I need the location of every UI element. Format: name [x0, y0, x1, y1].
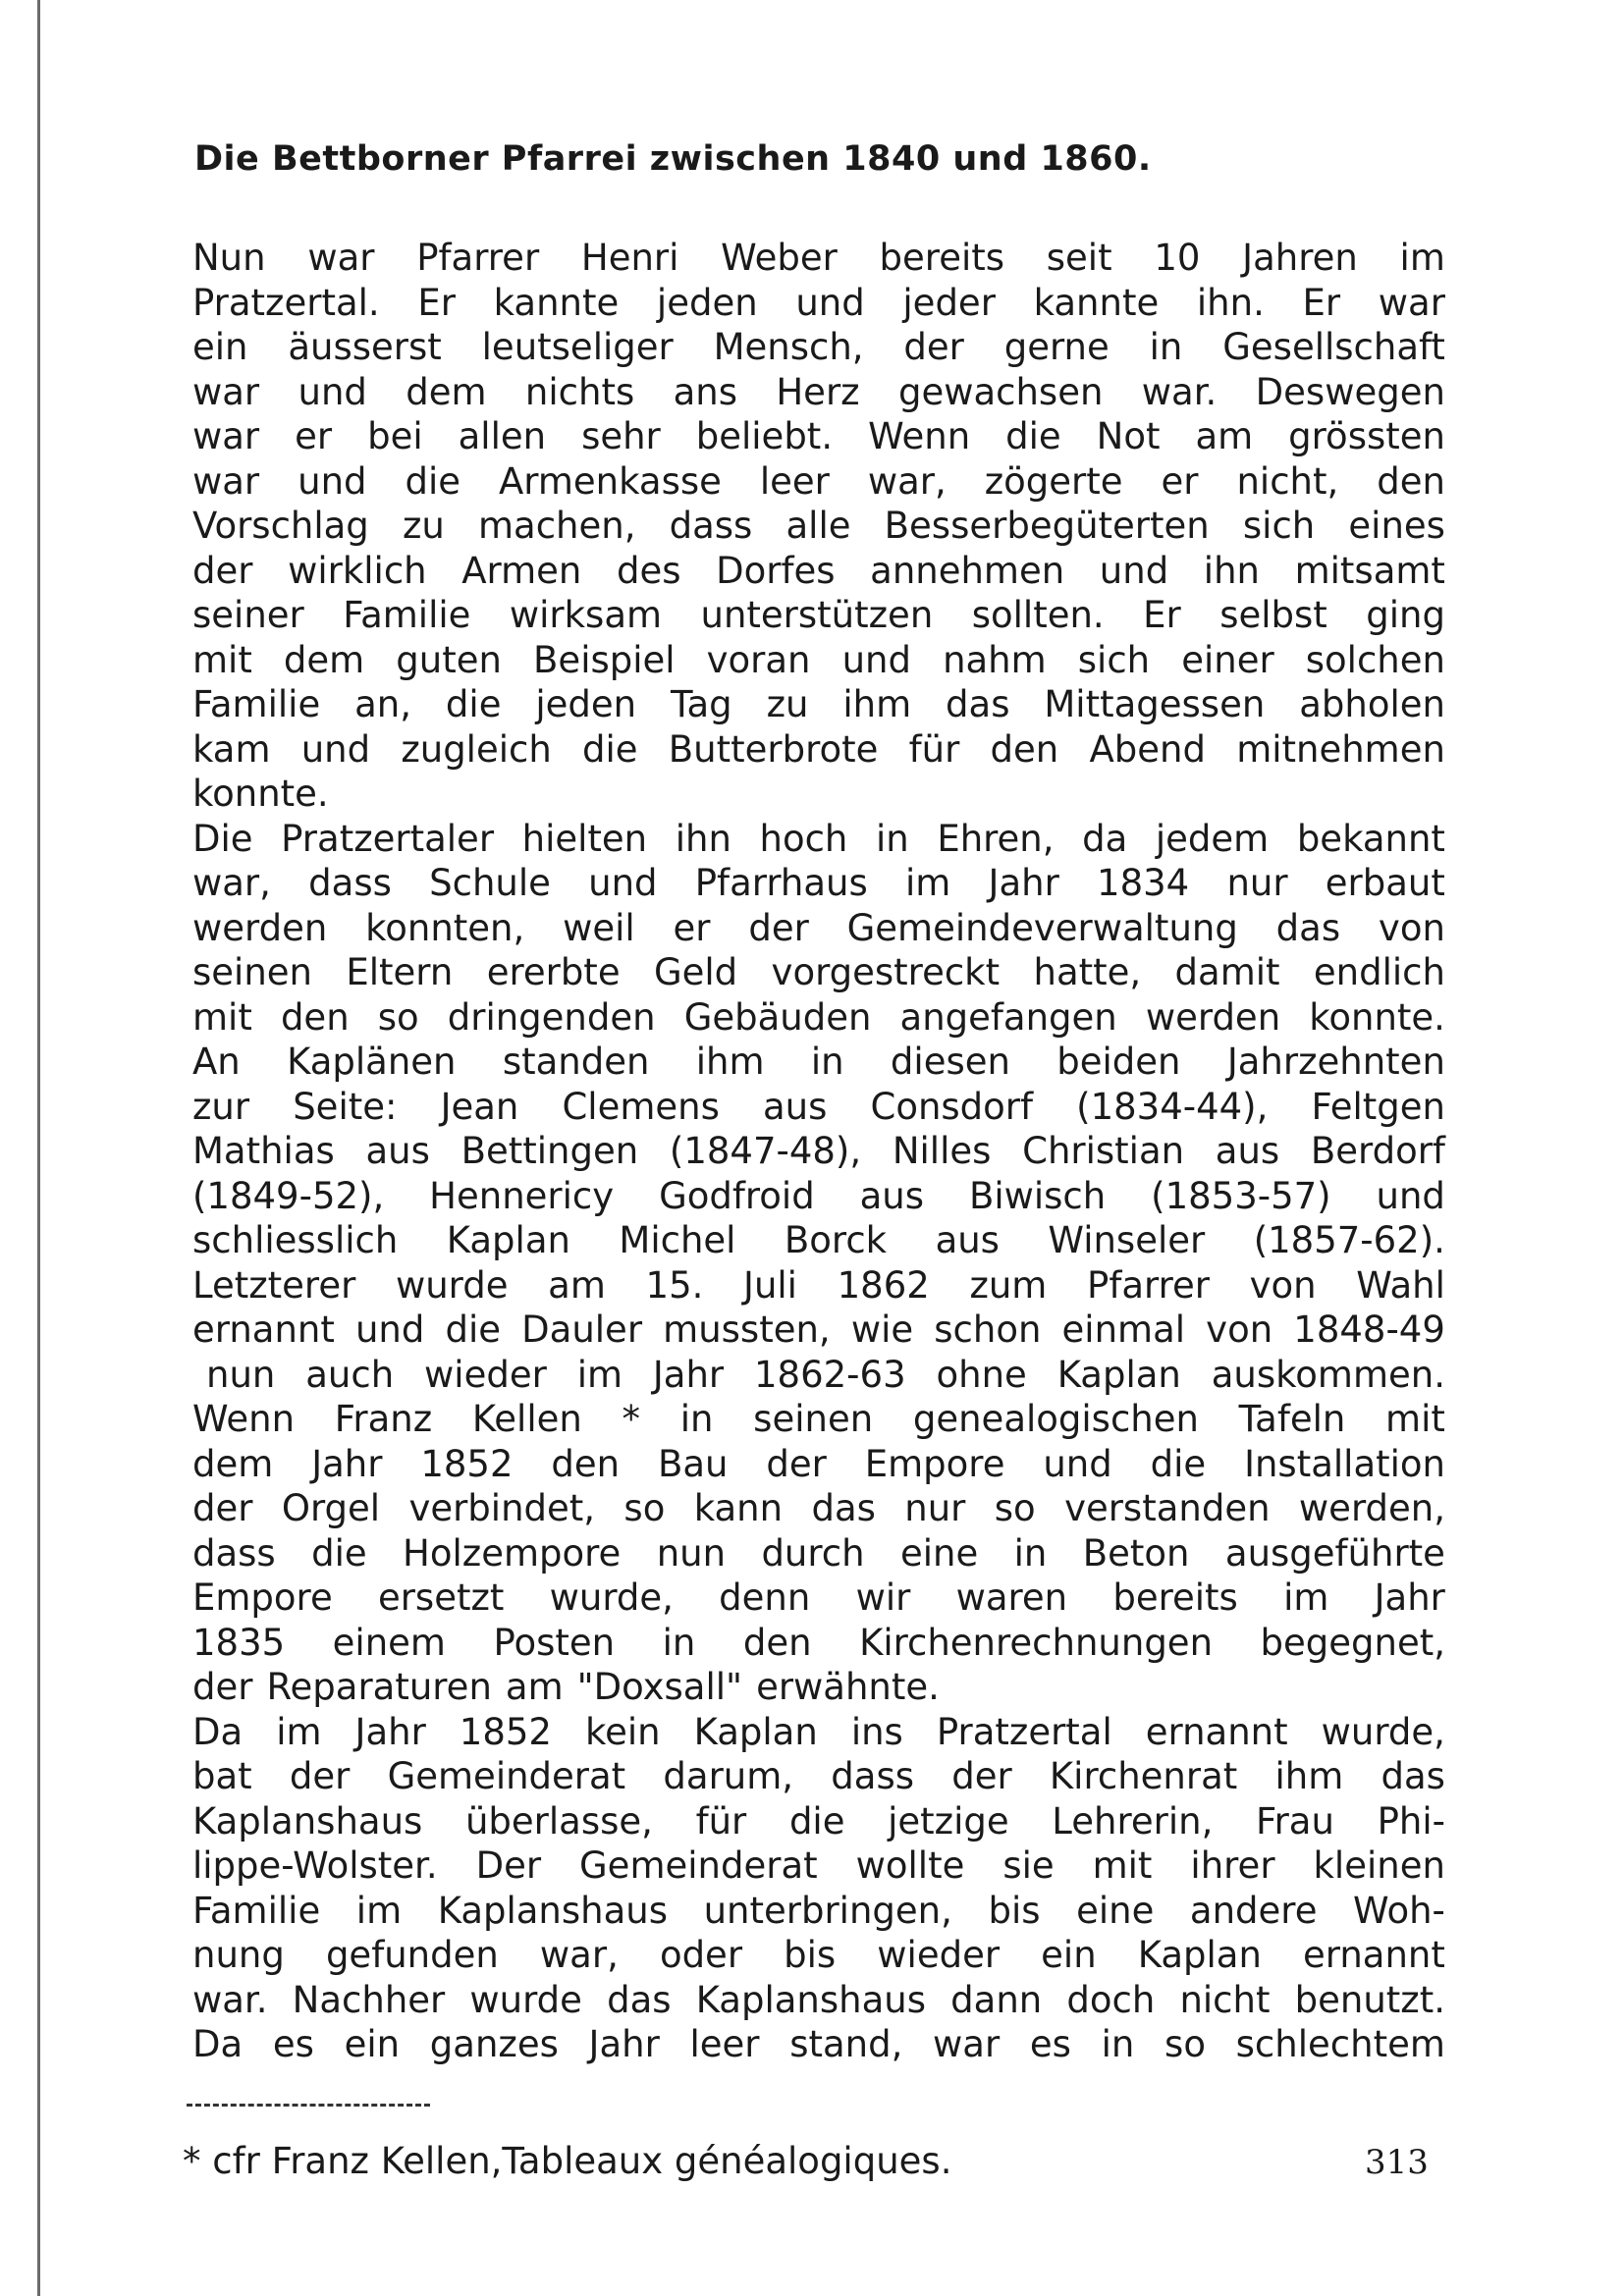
- text-line: werden konnten, weil er der Gemeindeverwaltung das von: [192, 906, 1445, 949]
- text-line: Familie an, die jeden Tag zu ihm das Mittagessen abholen: [192, 683, 1445, 725]
- text-line: Mathias aus Bettingen (1847-48), Nilles Christian aus Berdorf: [192, 1130, 1445, 1172]
- text-line: bat der Gemeinderat darum, dass der Kirchenrat ihm das: [192, 1755, 1445, 1797]
- text-line: Da im Jahr 1852 kein Kaplan ins Pratzertal ernannt wurde,: [192, 1710, 1445, 1753]
- text-line: Familie im Kaplanshaus unterbringen, bis eine andere Woh-: [192, 1889, 1445, 1932]
- text-line: dass die Holzempore nun durch eine in Beton ausgeführte: [192, 1531, 1445, 1575]
- text-line: war und dem nichts ans Herz gewachsen war. Deswegen: [192, 370, 1445, 413]
- text-line: konnte.: [192, 773, 329, 815]
- text-line: ein äusserst leutseliger Mensch, der gerne in Gesellschaft: [192, 326, 1445, 368]
- text-line: war, dass Schule und Pfarrhaus im Jahr 1834 nur erbaut: [192, 862, 1445, 904]
- text-line: Letzterer wurde am 15. Juli 1862 zum Pfarrer von Wahl: [192, 1263, 1445, 1307]
- text-line: zur Seite: Jean Clemens aus Consdorf (1834-44), Feltgen: [192, 1085, 1445, 1128]
- text-line: schliesslich Kaplan Michel Borck aus Winseler (1857-62).: [192, 1219, 1445, 1261]
- text-line: Wenn Franz Kellen * in seinen genealogischen Tafeln mit: [192, 1398, 1445, 1440]
- text-line: der Reparaturen am "Doxsall" erwähnte.: [192, 1666, 940, 1708]
- page-title: Die Bettborner Pfarrei zwischen 1840 und 1860.: [194, 139, 1152, 179]
- text-line: der wirklich Armen des Dorfes annehmen und ihn mitsamt: [192, 549, 1445, 592]
- body-text: [192, 236, 1445, 2067]
- text-line: der Orgel verbindet, so kann das nur so verstanden werden,: [192, 1487, 1445, 1529]
- footnote: * cfr Franz Kellen,Tableaux généalogiques.: [183, 2140, 952, 2182]
- text-line: Die Pratzertaler hielten ihn hoch in Ehren, da jedem bekannt: [192, 817, 1445, 860]
- text-line: Pratzertal. Er kannte jeden und jeder kannte ihn. Er war: [192, 281, 1445, 324]
- text-line: seinen Eltern ererbte Geld vorgestreckt hatte, damit endlich: [192, 951, 1445, 993]
- text-line: mit dem guten Beispiel voran und nahm sich einer solchen: [192, 638, 1445, 681]
- text-line: ernannt und die Dauler mussten, wie schon einmal von 1848-49: [192, 1308, 1445, 1351]
- text-line: Empore ersetzt wurde, denn wir waren bereits im Jahr: [192, 1576, 1445, 1619]
- text-line: Da es ein ganzes Jahr leer stand, war es in so schlechtem: [192, 2023, 1445, 2065]
- text-line: lippe-Wolster. Der Gemeinderat wollte sie mit ihrer kleinen: [192, 1844, 1445, 1887]
- text-line: (1849-52), Hennericy Godfroid aus Biwisch (1853-57) und: [192, 1174, 1445, 1217]
- text-line: dem Jahr 1852 den Bau der Empore und die Installation: [192, 1442, 1445, 1485]
- text-line: Vorschlag zu machen, dass alle Besserbegüterten sich eines: [192, 505, 1445, 547]
- text-line: war er bei allen sehr beliebt. Wenn die Not am grössten: [192, 415, 1445, 457]
- text-line: 1835 einem Posten in den Kirchenrechnungen begegnet,: [192, 1621, 1445, 1664]
- text-line: An Kaplänen standen ihm in diesen beiden Jahrzehnten: [192, 1041, 1445, 1083]
- footnote-separator: [187, 2104, 430, 2107]
- text-line: nun auch wieder im Jahr 1862-63 ohne Kaplan auskommen.: [206, 1353, 1445, 1396]
- text-line: mit den so dringenden Gebäuden angefangen werden konnte.: [192, 995, 1445, 1039]
- text-line: war und die Armenkasse leer war, zögerte er nicht, den: [192, 459, 1445, 503]
- text-line: Kaplanshaus überlasse, für die jetzige Lehrerin, Frau Phi-: [192, 1799, 1445, 1842]
- text-line: nung gefunden war, oder bis wieder ein Kaplan ernannt: [192, 1934, 1445, 1976]
- text-line: seiner Familie wirksam unterstützen sollten. Er selbst ging: [192, 594, 1445, 636]
- page-edge-rule: [37, 0, 40, 2296]
- text-line: Nun war Pfarrer Henri Weber bereits seit 10 Jahren im: [192, 237, 1445, 279]
- page-number: 313: [1365, 2143, 1429, 2182]
- text-line: war. Nachher wurde das Kaplanshaus dann doch nicht benutzt.: [192, 1978, 1445, 2021]
- text-line: kam und zugleich die Butterbrote für den Abend mitnehmen: [192, 727, 1445, 771]
